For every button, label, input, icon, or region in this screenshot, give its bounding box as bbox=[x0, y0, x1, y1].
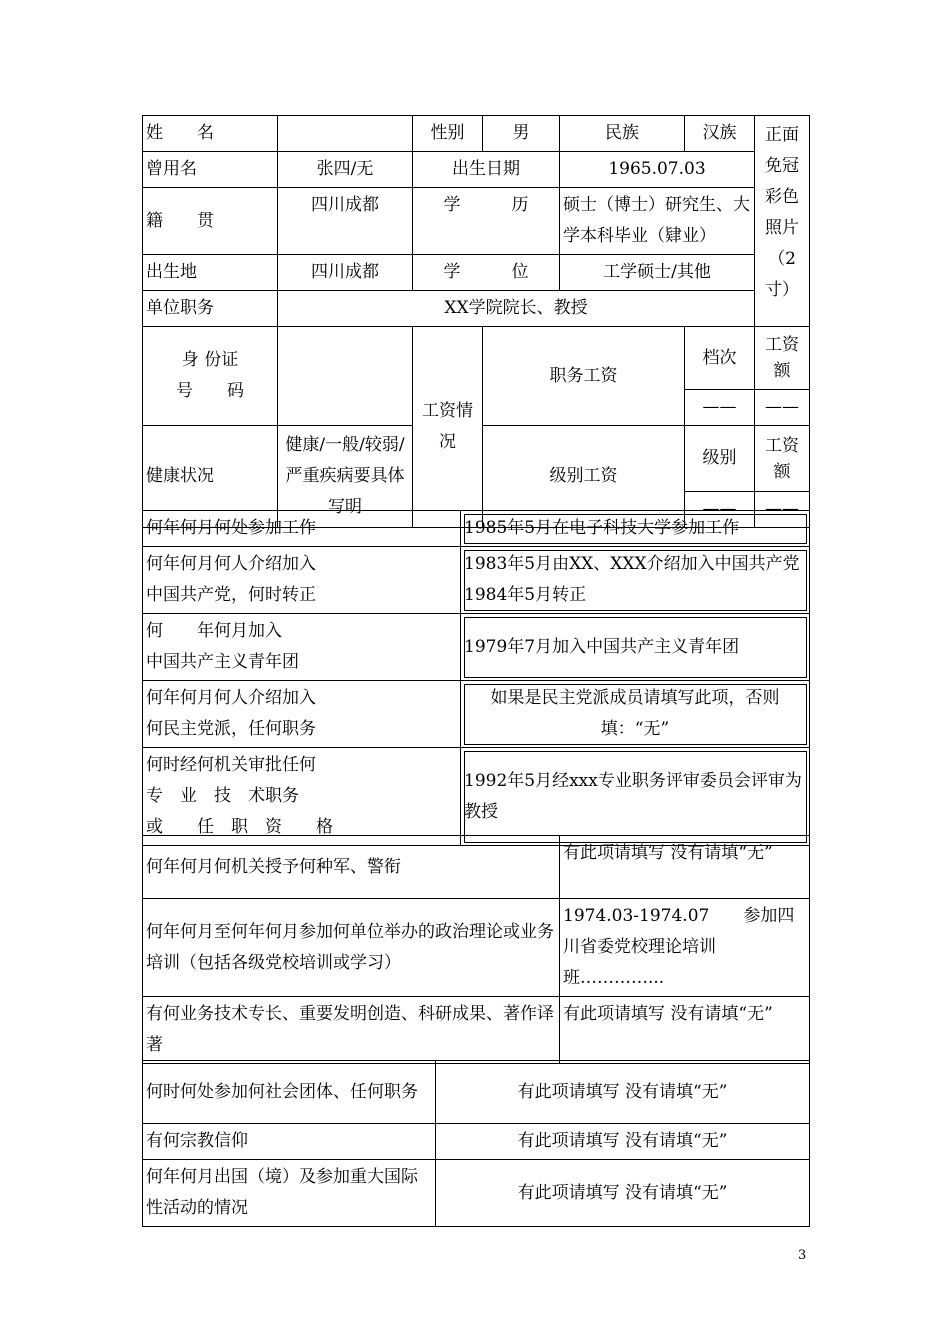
grade-label: 档次 bbox=[685, 327, 755, 390]
party-join-value[interactable]: 1983年5月由XX、XXX介绍加入中国共产党1984年5月转正 bbox=[461, 547, 810, 614]
position-value[interactable]: XX学院院长、教授 bbox=[278, 291, 755, 327]
religion-label: 有何宗教信仰 bbox=[143, 1124, 436, 1160]
degree-label: 学 位 bbox=[413, 255, 560, 291]
abroad-value[interactable]: 有此项请填写 没有请填“无” bbox=[436, 1160, 810, 1227]
birthplace-value[interactable]: 四川成都 bbox=[278, 255, 413, 291]
party-join-label: 何年何月何人介绍加入 中国共产党，何时转正 bbox=[143, 547, 461, 614]
level-salary-label: 级别工资 bbox=[483, 426, 685, 528]
history-table-2 bbox=[142, 835, 810, 1064]
birthplace-label: 出生地 bbox=[143, 255, 278, 291]
id-number-value[interactable] bbox=[278, 327, 413, 426]
level-amount-value[interactable]: —— bbox=[755, 492, 810, 528]
education-value[interactable]: 硕士（博士）研究生、大学本科毕业（肄业） bbox=[560, 188, 755, 255]
level-value[interactable]: —— bbox=[685, 492, 755, 528]
history-table-3 bbox=[142, 1060, 810, 1227]
amount-label: 工资额 bbox=[755, 327, 810, 390]
work-start-label: 何年何月何处参加工作 bbox=[143, 511, 461, 547]
name-label: 姓 名 bbox=[143, 116, 278, 152]
health-label: 健康状况 bbox=[143, 426, 278, 528]
health-value[interactable]: 健康/一般/较弱/严重疾病要具体写明 bbox=[278, 426, 413, 528]
league-join-label: 何 年何月加入 中国共产主义青年团 bbox=[143, 614, 461, 681]
league-join-value[interactable]: 1979年7月加入中国共产主义青年团 bbox=[461, 614, 810, 681]
professional-title-value[interactable]: 1992年5月经xxx专业职务评审委员会评审为教授 bbox=[461, 748, 810, 846]
id-label-line-2: 号 码 bbox=[176, 381, 244, 401]
religion-value[interactable]: 有此项请填写 没有请填“无” bbox=[436, 1124, 810, 1160]
ethnicity-label: 民族 bbox=[560, 116, 685, 152]
history-table bbox=[142, 510, 810, 846]
social-org-label: 何时何处参加何社会团体、任何职务 bbox=[143, 1061, 436, 1124]
grade-value[interactable]: —— bbox=[685, 390, 755, 426]
gender-value[interactable]: 男 bbox=[483, 116, 560, 152]
level-amount-label: 工资额 bbox=[755, 426, 810, 492]
expertise-value[interactable]: 有此项请填写 没有请填“无” bbox=[560, 997, 810, 1064]
duty-salary-label: 职务工资 bbox=[483, 327, 685, 426]
gender-label: 性别 bbox=[413, 116, 483, 152]
id-label-line-1: 身 份证 bbox=[181, 350, 239, 370]
degree-value[interactable]: 工学硕士/其他 bbox=[560, 255, 755, 291]
birth-date-value[interactable]: 1965.07.03 bbox=[560, 152, 755, 188]
professional-title-label: 何时经何机关审批任何 专 业 技 术职务 或 任 职 资 格 bbox=[143, 748, 461, 846]
military-rank-value[interactable]: 有此项请填写 没有请填“无” bbox=[560, 836, 810, 899]
former-name-label: 曾用名 bbox=[143, 152, 278, 188]
ethnicity-value[interactable]: 汉族 bbox=[685, 116, 755, 152]
training-label: 何年何月至何年何月参加何单位举办的政治理论或业务培训（包括各级党校培训或学习） bbox=[143, 899, 560, 997]
salary-label: 工资情况 bbox=[413, 327, 483, 528]
education-label: 学 历 bbox=[413, 188, 560, 255]
democratic-party-value[interactable]: 如果是民主党派成员请填写此项，否则填：“无” bbox=[461, 681, 810, 748]
military-rank-label: 何年何月何机关授予何种军、警衔 bbox=[143, 836, 560, 899]
basic-info-table bbox=[142, 115, 810, 528]
native-place-value[interactable]: 四川成都 bbox=[278, 188, 413, 255]
position-label: 单位职务 bbox=[143, 291, 278, 327]
democratic-party-label: 何年何月何人介绍加入 何民主党派，任何职务 bbox=[143, 681, 461, 748]
level-label: 级别 bbox=[685, 426, 755, 492]
page-number: 3 bbox=[798, 1248, 807, 1263]
work-start-value[interactable]: 1985年5月在电子科技大学参加工作 bbox=[461, 511, 810, 547]
social-org-value[interactable]: 有此项请填写 没有请填“无” bbox=[436, 1061, 810, 1124]
photo-placeholder: 正面免冠彩色照片（2寸） bbox=[755, 116, 810, 327]
name-value[interactable] bbox=[278, 116, 413, 152]
native-place-label: 籍 贯 bbox=[143, 188, 278, 255]
former-name-value[interactable]: 张四/无 bbox=[278, 152, 413, 188]
expertise-label: 有何业务技术专长、重要发明创造、科研成果、著作译著 bbox=[143, 997, 560, 1064]
amount-value[interactable]: —— bbox=[755, 390, 810, 426]
training-value[interactable]: 1974.03-1974.07 参加四川省委党校理论培训班…………... bbox=[560, 899, 810, 997]
abroad-label: 何年何月出国（境）及参加重大国际性活动的情况 bbox=[143, 1160, 436, 1227]
id-number-label bbox=[143, 327, 278, 426]
birth-date-label: 出生日期 bbox=[413, 152, 560, 188]
